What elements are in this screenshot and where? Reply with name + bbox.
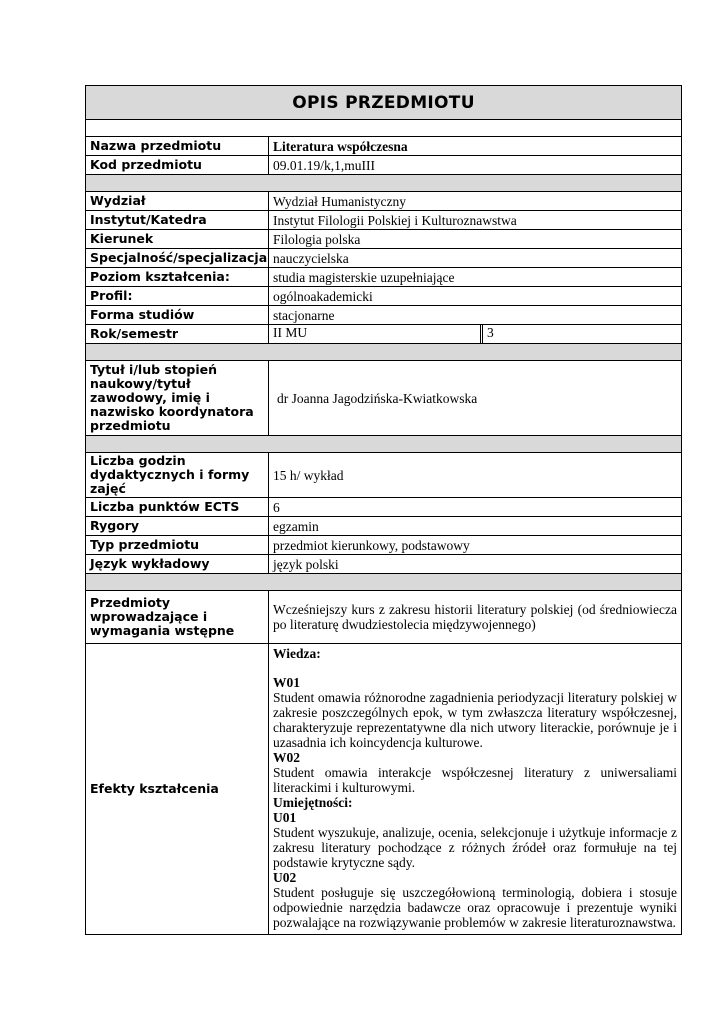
page-title: OPIS PRZEDMIOTU bbox=[86, 86, 682, 120]
outcomes-content bbox=[269, 644, 682, 935]
profile-label: Profil: bbox=[86, 287, 269, 306]
w01-text: Student omawia różnorodne zagadnienia periodyzacji literatury polskiej w zakresie poszczególnych epok, w tym zwłaszcza literatury współczesnej, charakteryzuje reprezentatywne dla nich utwory literackie, porównuje je i uzasadnia ich koincydencja kulturowe. bbox=[273, 690, 677, 750]
hours-label: Liczba godzin dydaktycznych i formy zajęć bbox=[86, 453, 269, 498]
specialization-value: nauczycielska bbox=[269, 249, 682, 268]
institute-label: Instytut/Katedra bbox=[86, 211, 269, 230]
w01-code: W01 bbox=[273, 675, 300, 690]
separator-row bbox=[86, 574, 682, 591]
coordinator-value: dr Joanna Jagodzińska-Kwiatkowska bbox=[269, 361, 682, 436]
year-value: II MU bbox=[269, 325, 483, 343]
study-form-value: stacjonarne bbox=[269, 306, 682, 325]
field-value: Filologia polska bbox=[269, 230, 682, 249]
spacer-row bbox=[86, 120, 682, 137]
prerequisites-value: Wcześniejszy kurs z zakresu historii literatury polskiej (od średniowiecza po literaturę dwudziestolecia międzywojennego) bbox=[269, 591, 682, 644]
rigor-label: Rygory bbox=[86, 517, 269, 536]
study-form-label: Forma studiów bbox=[86, 306, 269, 325]
faculty-value: Wydział Humanistyczny bbox=[269, 192, 682, 211]
course-name-value: Literatura współczesna bbox=[269, 137, 682, 156]
field-label: Kierunek bbox=[86, 230, 269, 249]
separator-row bbox=[86, 175, 682, 192]
specialization-label: Specjalność/specjalizacja bbox=[86, 249, 269, 268]
u02-code: U02 bbox=[273, 870, 297, 885]
w02-text: Student omawia interakcje współczesnej literatury z uniwersaliami literackimi i kulturowymi. bbox=[273, 765, 677, 795]
language-label: Język wykładowy bbox=[86, 555, 269, 574]
year-semester-cell bbox=[269, 325, 682, 344]
institute-value: Instytut Filologii Polskiej i Kulturoznawstwa bbox=[269, 211, 682, 230]
course-type-value: przedmiot kierunkowy, podstawowy bbox=[269, 536, 682, 555]
faculty-label: Wydział bbox=[86, 192, 269, 211]
u01-code: U01 bbox=[273, 810, 297, 825]
ects-value: 6 bbox=[269, 498, 682, 517]
profile-value: ogólnoakademicki bbox=[269, 287, 682, 306]
prerequisites-label: Przedmioty wprowadzające i wymagania wstępne bbox=[86, 591, 269, 644]
hours-value: 15 h/ wykład bbox=[269, 453, 682, 498]
course-code-label: Kod przedmiotu bbox=[86, 156, 269, 175]
w02-code: W02 bbox=[273, 750, 300, 765]
separator-row bbox=[86, 344, 682, 361]
course-name-label: Nazwa przedmiotu bbox=[86, 137, 269, 156]
skills-heading: Umiejętności: bbox=[273, 795, 353, 810]
outcomes-label: Efekty kształcenia bbox=[86, 644, 269, 935]
course-type-label: Typ przedmiotu bbox=[86, 536, 269, 555]
u01-text: Student wyszukuje, analizuje, ocenia, selekcjonuje i użytkuje informacje z zakresu literatury pochodzące z różnych źródeł oraz formułuje na tej podstawie krytyczne sądy. bbox=[273, 825, 677, 870]
semester-value: 3 bbox=[487, 325, 494, 340]
language-value: język polski bbox=[269, 555, 682, 574]
ects-label: Liczba punktów ECTS bbox=[86, 498, 269, 517]
year-semester-label: Rok/semestr bbox=[86, 325, 269, 344]
course-code-value: 09.01.19/k,1,muIII bbox=[269, 156, 682, 175]
coordinator-label: Tytuł i/lub stopień naukowy/tytuł zawodowy, imię i nazwisko koordynatora przedmiotu bbox=[86, 361, 269, 436]
level-value: studia magisterskie uzupełniające bbox=[269, 268, 682, 287]
course-description-table bbox=[85, 85, 682, 935]
rigor-value: egzamin bbox=[269, 517, 682, 536]
u02-text: Student posługuje się uszczegółowioną terminologią, dobiera i stosuje odpowiednie narzędzia badawcze oraz opracowuje i prezentuje wyniki pozwalające na rozwiązywanie problemów w zakresie literaturoznawstwa. bbox=[273, 885, 677, 930]
level-label: Poziom kształcenia: bbox=[86, 268, 269, 287]
knowledge-heading: Wiedza: bbox=[273, 646, 321, 661]
separator-row bbox=[86, 436, 682, 453]
